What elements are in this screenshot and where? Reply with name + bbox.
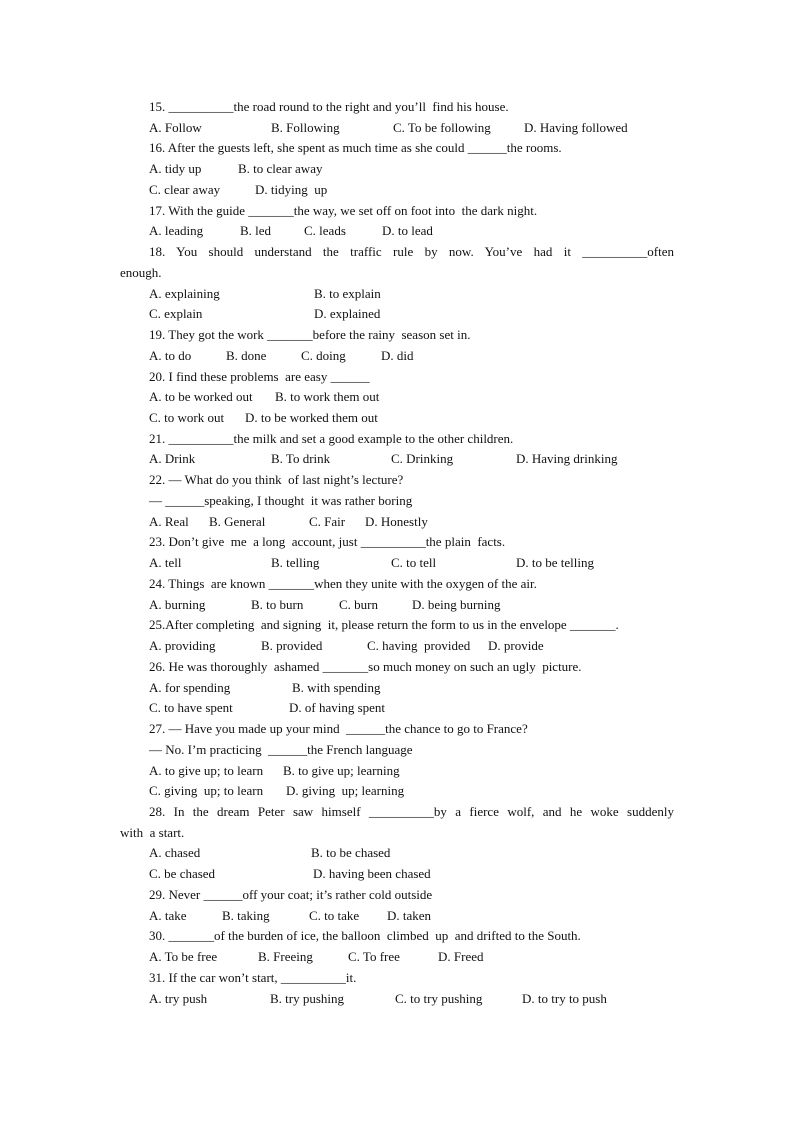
option-26-b[interactable]: B. with spending: [292, 679, 381, 695]
question-20-stem-line: [0, 367, 794, 388]
question-27-reply: — No. I’m practicing ______the French language: [149, 741, 413, 757]
question-27-stem-line: [0, 719, 794, 740]
question-16-options-row: [0, 180, 794, 201]
question-28-stem: 28. In the dream Peter saw himself __________by a fierce wolf, and he woke suddenly: [149, 803, 674, 819]
option-28-a[interactable]: A. chased: [149, 845, 201, 861]
option-24-a[interactable]: A. burning: [149, 596, 206, 612]
option-22-d[interactable]: D. Honestly: [365, 513, 428, 529]
question-17-options-row: [0, 221, 794, 242]
option-29-d[interactable]: D. taken: [387, 907, 432, 923]
option-30-c[interactable]: C. To free: [348, 949, 400, 965]
option-29-b[interactable]: B. taking: [222, 907, 270, 923]
question-22-stem: 22. — What do you think of last night’s lecture?: [149, 472, 404, 488]
question-18-stem-continued: enough.: [120, 264, 162, 280]
question-29-options-row: [0, 906, 794, 927]
option-22-a[interactable]: A. Real: [149, 513, 189, 529]
question-28-stem-line: [0, 802, 794, 823]
option-28-b[interactable]: B. to be chased: [311, 845, 391, 861]
option-16-a[interactable]: A. tidy up: [149, 161, 202, 177]
question-22-reply-line: [0, 491, 794, 512]
question-30-stem: 30. _______of the burden of ice, the balloon climbed up and drifted to the South.: [149, 928, 581, 944]
question-19-stem-line: [0, 325, 794, 346]
question-19-stem: 19. They got the work _______before the rainy season set in.: [149, 327, 471, 343]
option-15-c[interactable]: C. To be following: [393, 119, 491, 135]
option-25-d[interactable]: D. provide: [488, 638, 544, 654]
question-21-options-row: [0, 449, 794, 470]
option-30-b[interactable]: B. Freeing: [258, 949, 313, 965]
option-26-a[interactable]: A. for spending: [149, 679, 231, 695]
question-16-stem-line: [0, 138, 794, 159]
option-29-a[interactable]: A. take: [149, 907, 187, 923]
option-15-d[interactable]: D. Having followed: [524, 119, 628, 135]
question-23-options-row: [0, 553, 794, 574]
exam-page: [0, 97, 794, 1009]
question-18-stem: 18. You should understand the traffic rule by now. You’ve had it __________often: [149, 244, 674, 260]
option-27-b[interactable]: B. to give up; learning: [283, 762, 400, 778]
question-15-options-row: [0, 118, 794, 139]
question-28-stem-continued-line: [0, 823, 794, 844]
option-23-d[interactable]: D. to be telling: [516, 555, 594, 571]
option-15-b[interactable]: B. Following: [271, 119, 340, 135]
option-22-b[interactable]: B. General: [209, 513, 266, 529]
question-22-options-row: [0, 512, 794, 533]
question-20-stem: 20. I find these problems are easy ______: [149, 368, 370, 384]
option-20-b[interactable]: B. to work them out: [275, 389, 380, 405]
question-15-stem-line: [0, 97, 794, 118]
question-18-options-row: [0, 304, 794, 325]
option-23-c[interactable]: C. to tell: [391, 555, 437, 571]
option-27-d[interactable]: D. giving up; learning: [286, 783, 405, 799]
question-22-reply: — ______speaking, I thought it was rather boring: [149, 492, 413, 508]
question-28-options-row: [0, 864, 794, 885]
question-22-stem-line: [0, 470, 794, 491]
option-18-b[interactable]: B. to explain: [314, 285, 381, 301]
option-19-d[interactable]: D. did: [381, 347, 414, 363]
question-27-reply-line: [0, 740, 794, 761]
option-28-c[interactable]: C. be chased: [149, 866, 216, 882]
question-28-stem-continued: with a start.: [120, 824, 185, 840]
question-21-stem-line: [0, 429, 794, 450]
question-25-stem: 25.After completing and signing it, please return the form to us in the envelope _______.: [149, 617, 619, 633]
option-19-c[interactable]: C. doing: [301, 347, 346, 363]
option-30-a[interactable]: A. To be free: [149, 949, 218, 965]
option-19-b[interactable]: B. done: [226, 347, 267, 363]
option-19-a[interactable]: A. to do: [149, 347, 192, 363]
question-20-options-row: [0, 387, 794, 408]
question-23-stem-line: [0, 532, 794, 553]
question-26-options-row: [0, 698, 794, 719]
option-17-d[interactable]: D. to lead: [382, 223, 433, 239]
option-20-d[interactable]: D. to be worked them out: [245, 410, 378, 426]
option-27-c[interactable]: C. giving up; to learn: [149, 783, 264, 799]
option-28-d[interactable]: D. having been chased: [313, 866, 431, 882]
option-31-d[interactable]: D. to try to push: [522, 990, 607, 1006]
question-21-stem: 21. __________the milk and set a good example to the other children.: [149, 430, 514, 446]
question-27-options-row: [0, 781, 794, 802]
option-16-b[interactable]: B. to clear away: [238, 161, 323, 177]
option-20-a[interactable]: A. to be worked out: [149, 389, 253, 405]
question-15-stem: 15. __________the road round to the right and you’ll find his house.: [149, 99, 509, 114]
option-22-c[interactable]: C. Fair: [309, 513, 346, 529]
question-25-stem-line: [0, 615, 794, 636]
option-21-a[interactable]: A. Drink: [149, 451, 196, 467]
option-20-c[interactable]: C. to work out: [149, 410, 225, 426]
option-15-a[interactable]: A. Follow: [149, 119, 202, 135]
option-17-a[interactable]: A. leading: [149, 223, 204, 239]
option-23-b[interactable]: B. telling: [271, 555, 320, 571]
option-21-b[interactable]: B. To drink: [271, 451, 331, 467]
question-24-options-row: [0, 595, 794, 616]
question-27-options-row: [0, 761, 794, 782]
question-18-options-row: [0, 284, 794, 305]
option-30-d[interactable]: D. Freed: [438, 949, 484, 965]
question-24-stem-line: [0, 574, 794, 595]
option-25-b[interactable]: B. provided: [261, 638, 323, 654]
option-31-a[interactable]: A. try push: [149, 990, 208, 1006]
question-16-options-row: [0, 159, 794, 180]
option-18-c[interactable]: C. explain: [149, 306, 203, 322]
option-26-c[interactable]: C. to have spent: [149, 700, 233, 716]
question-29-stem-line: [0, 885, 794, 906]
question-26-stem-line: [0, 657, 794, 678]
question-17-stem: 17. With the guide _______the way, we set off on foot into the dark night.: [149, 202, 538, 218]
question-20-options-row: [0, 408, 794, 429]
question-17-stem-line: [0, 201, 794, 222]
question-18-stem-continued-line: [0, 263, 794, 284]
option-16-d[interactable]: D. tidying up: [255, 181, 328, 197]
option-31-c[interactable]: C. to try pushing: [395, 990, 483, 1006]
question-28-options-row: [0, 843, 794, 864]
option-27-a[interactable]: A. to give up; to learn: [149, 762, 264, 778]
question-19-options-row: [0, 346, 794, 367]
question-29-stem: 29. Never ______off your coat; it’s rather cold outside: [149, 886, 433, 902]
question-23-stem: 23. Don’t give me a long account, just __________the plain facts.: [149, 534, 506, 550]
option-29-c[interactable]: C. to take: [309, 907, 360, 923]
option-18-d[interactable]: D. explained: [314, 306, 381, 322]
question-27-stem: 27. — Have you made up your mind ______the chance to go to France?: [149, 721, 528, 737]
question-26-options-row: [0, 678, 794, 699]
question-24-stem: 24. Things are known _______when they unite with the oxygen of the air.: [149, 575, 537, 591]
question-25-options-row: [0, 636, 794, 657]
question-30-options-row: [0, 947, 794, 968]
question-18-stem-line: [0, 242, 794, 263]
question-26-stem: 26. He was thoroughly ashamed _______so much money on such an ugly picture.: [149, 658, 582, 674]
option-16-c[interactable]: C. clear away: [149, 181, 221, 197]
question-31-stem-line: [0, 968, 794, 989]
option-18-a[interactable]: A. explaining: [149, 285, 220, 301]
question-31-options-row: [0, 989, 794, 1010]
option-26-d[interactable]: D. of having spent: [289, 700, 386, 716]
option-24-c[interactable]: C. burn: [339, 596, 378, 612]
option-25-a[interactable]: A. providing: [149, 638, 216, 654]
option-21-c[interactable]: C. Drinking: [391, 451, 454, 467]
option-24-b[interactable]: B. to burn: [251, 596, 304, 612]
option-17-c[interactable]: C. leads: [304, 223, 346, 239]
question-30-stem-line: [0, 926, 794, 947]
option-24-d[interactable]: D. being burning: [412, 596, 501, 612]
option-25-c[interactable]: C. having provided: [367, 638, 471, 654]
option-23-a[interactable]: A. tell: [149, 555, 182, 571]
option-21-d[interactable]: D. Having drinking: [516, 451, 618, 467]
question-31-stem: 31. If the car won’t start, __________it.: [149, 969, 357, 985]
option-17-b[interactable]: B. led: [240, 223, 272, 239]
option-31-b[interactable]: B. try pushing: [270, 990, 345, 1006]
question-16-stem: 16. After the guests left, she spent as much time as she could ______the rooms.: [149, 140, 562, 156]
